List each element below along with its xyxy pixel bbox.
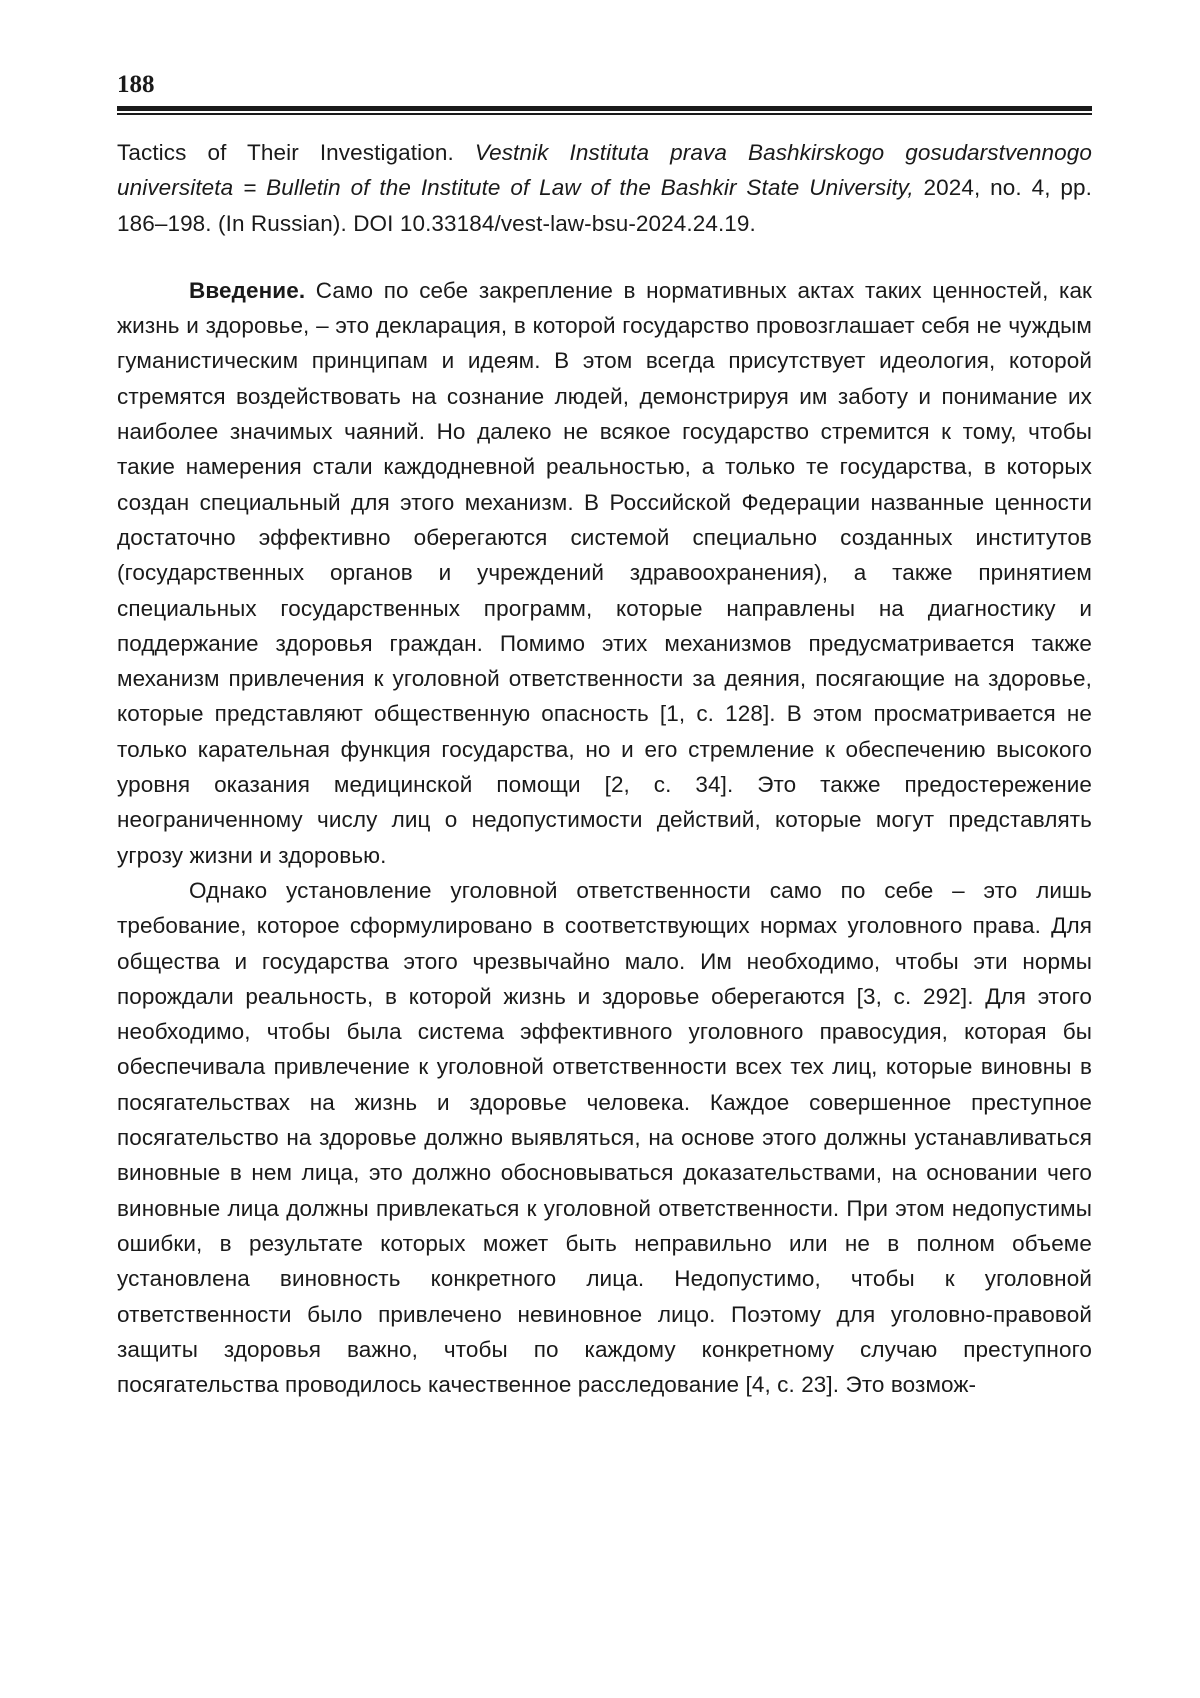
reference-citation — [117, 135, 1092, 241]
header-rule-thin — [117, 113, 1092, 115]
reference-lead: Tactics of Their Investigation. — [117, 140, 475, 165]
body-paragraph-2: Однако установление уголовной ответственности само по себе – это лишь требование, которое сформулировано в соответствующих нормах уголовного права. Для общества и государства этого чрезвычайно мало. Им необходимо, чтобы эти нормы порождали реальность, в которой жизнь и здоровье оберегаются [3, с. 292]. Для этого необходимо, чтобы была система эффективного уголовного правосудия, которая бы обеспечивала привлечение к уголовной ответственности всех тех лиц, которые виновны в посягательствах на жизнь и здоровье человека. Каждое совершенное преступное посягательство на здоровье должно выявляться, на основе этого должны устанавливаться виновные в нем лица, это должно обосновываться доказательствами, на основании чего виновные лица должны привлекаться к уголовной ответственности. При этом недопустимы ошибки, в результате которых может быть неправильно или не в полном объеме установлена виновность конкретного лица. Недопустимо, чтобы к уголовной ответственности было привлечено невиновное лицо. Поэтому для уголовно-правовой защиты здоровья важно, чтобы по каждому конкретному случаю преступного посягательства проводилось качественное расследование [4, с. 23]. Это возмож- — [117, 877, 1092, 1398]
header-rule-thick — [117, 106, 1092, 111]
intro-heading: Введение. — [189, 277, 306, 303]
body-paragraph-1 — [117, 273, 1092, 873]
reference-journal: Vestnik Instituta prava Bashkirskogo gosudarstvennogo universiteta = Bulletin of the Institute of Law of the Bashkir State University, — [117, 140, 1092, 201]
paragraph-1-text: Само по себе закрепление в нормативных актах таких ценностей, как жизнь и здоровье, – это декларация, в которой государство провозглашает себя не чуждым гуманистическим принципам и идеям. В этом всегда присутствует идеология, которой стремятся воздействовать на сознание людей, демонстрируя им заботу и понимание их наиболее значимых чаяний. Но далеко не всякое государство стремится к тому, чтобы такие намерения стали каждодневной реальностью, а только те государства, в которых создан специальный для этого механизм. В Российской Федерации названные ценности достаточно эффективно оберегаются системой специально созданных институтов (государственных органов и учреждений здравоохранения), а также принятием специальных государственных программ, которые направлены на диагностику и поддержание здоровья граждан. Помимо этих механизмов предусматривается также механизм привлечения к уголовной ответственности за деяния, посягающие на здоровье, которые представляют общественную опасность [1, с. 128]. В этом просматривается не только карательная функция государства, но и его стремление к обеспечению высокого уровня оказания медицинской помощи [2, с. 34]. Это также предостережение неограниченному числу лиц о недопустимости действий, которые могут представлять угрозу жизни и здоровью. — [117, 277, 1092, 868]
reference-tail: 2024, no. 4, pp. 186–198. (In Russian). DOI 10.33184/vest-law-bsu-2024.24.19. — [117, 175, 1092, 236]
page-number: 188 — [117, 71, 155, 98]
document-page — [117, 70, 1092, 1402]
